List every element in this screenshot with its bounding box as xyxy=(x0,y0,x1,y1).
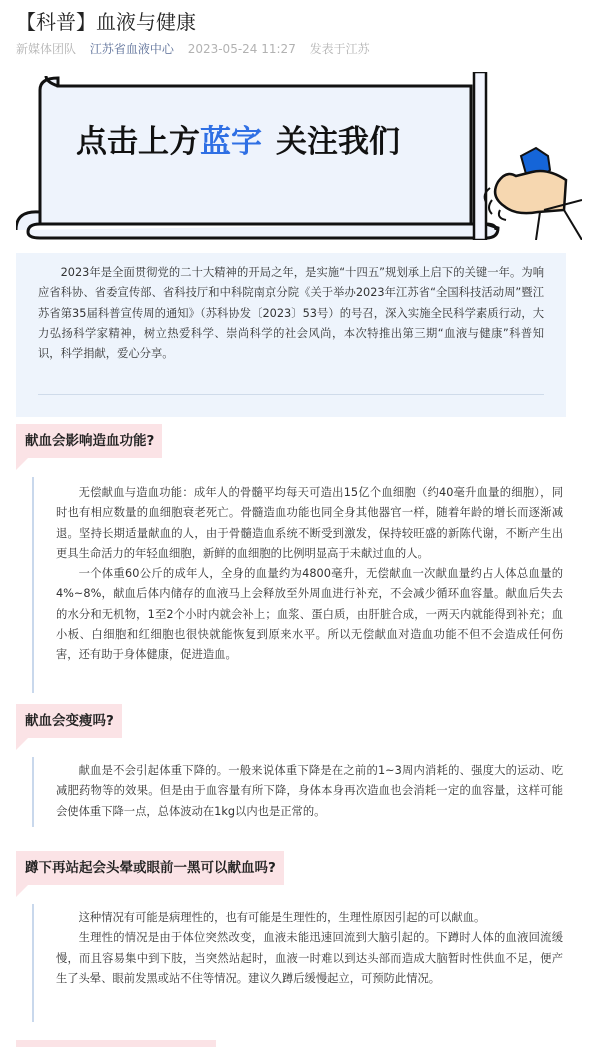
hand-illustration xyxy=(485,148,582,240)
author-name: 新媒体团队 xyxy=(16,42,77,56)
section-title-dizziness: 蹲下再站起会头晕或眼前一黑可以献血吗? xyxy=(16,851,284,885)
publish-datetime: 2023-05-24 11:27 xyxy=(187,42,296,56)
section-title-donation-hematopoiesis: 献血会影响造血功能? xyxy=(16,424,162,458)
article-title: 【科普】血液与健康 xyxy=(16,10,196,34)
publish-location: 发表于江苏 xyxy=(309,42,370,56)
follow-us-banner xyxy=(16,72,582,240)
section-body-donation-hematopoiesis xyxy=(32,477,567,693)
section-paragraph: 无偿献血与造血功能：成年人的骨髓平均每天可造出15亿个血细胞（约40毫升血量的细胞），同时也有相应数量的血细胞衰老死亡。骨髓造血功能也同全身其他器官一样，随着年龄的增长而逐渐减退。坚持长期适量献血的人，由于骨髓造血系统不断受到激发，保持较旺盛的新陈代谢，不断产生出更具生命活力的年轻血细胞，新鲜的血细胞的比例明显高于未献过血的人。 xyxy=(56,486,563,560)
intro-box xyxy=(16,253,566,417)
section-paragraph: 献血是不会引起体重下降的。一般来说体重下降是在之前的1~3周内消耗的、强度大的运动、吃减肥药物等的效果。但是由于血容量有所下降，身体本身再次造血也会消耗一定的血容量，这样可能会使体重下降一点，总体波动在1kg以内也是正常的。 xyxy=(56,764,563,818)
svg-text:点击上方蓝字关注我们 xyxy=(76,124,400,160)
banner-text-highlight: 蓝字 xyxy=(200,124,262,160)
next-section-title-partial xyxy=(16,1040,216,1047)
section-paragraph: 一个体重60公斤的成年人，全身的血量约为4800毫升，无偿献血一次献血量约占人体总血量的4%~8%，献血后体内储存的血液马上会释放至外周血进行补充，不会减少循环血容量。献血后失去的水分和无机物，1至2个小时内就会补上；血浆、蛋白质，由肝脏合成，一两天内就能得到补充；血小板、白细胞和红细胞也很快就能恢复到原来水平。所以无偿献血对造血功能不但不会造成任何伤害，还有助于身体健康，促进造血。 xyxy=(56,567,563,662)
section-paragraph: 这种情况有可能是病理性的，也有可能是生理性的，生理性原因引起的可以献血。 xyxy=(78,911,486,924)
banner-text-after: 关注我们 xyxy=(276,124,400,160)
article-meta xyxy=(16,40,380,57)
section-body-donation-weight xyxy=(32,757,567,827)
intro-paragraph: 2023年是全面贯彻党的二十大精神的开局之年，是实施“十四五”规划承上启下的关键一年。为响应省科协、省委宣传部、省科技厅和中科院南京分院《关于举办2023年江苏省“全国科技活动周”暨江苏省第35届科普宣传周的通知》（苏科协发〔2023〕53号）的号召，深入实施全民科学素质行动，大力弘扬科学家精神，树立热爱科学、崇尚科学的社会风尚，本次特推出第三期“血液与健康”科普知识，科学捐献，爱心分享。 xyxy=(38,266,544,361)
section-title-donation-weight: 献血会变瘦吗? xyxy=(16,704,122,738)
account-name-link[interactable]: 江苏省血液中心 xyxy=(89,42,174,56)
section-body-dizziness xyxy=(32,904,567,1022)
intro-divider xyxy=(38,394,544,395)
banner-text-before: 点击上方 xyxy=(76,124,200,160)
section-paragraph: 生理性的情况是由于体位突然改变，血液未能迅速回流到大脑引起的。下蹲时人体的血液回流缓慢，而且容易集中到下肢，当突然站起时，血液一时难以到达头部而造成大脑暂时性供血不足，便产生了头晕、眼前发黑或站不住等情况。建议久蹲后缓慢起立，可预防此情况。 xyxy=(56,931,563,985)
